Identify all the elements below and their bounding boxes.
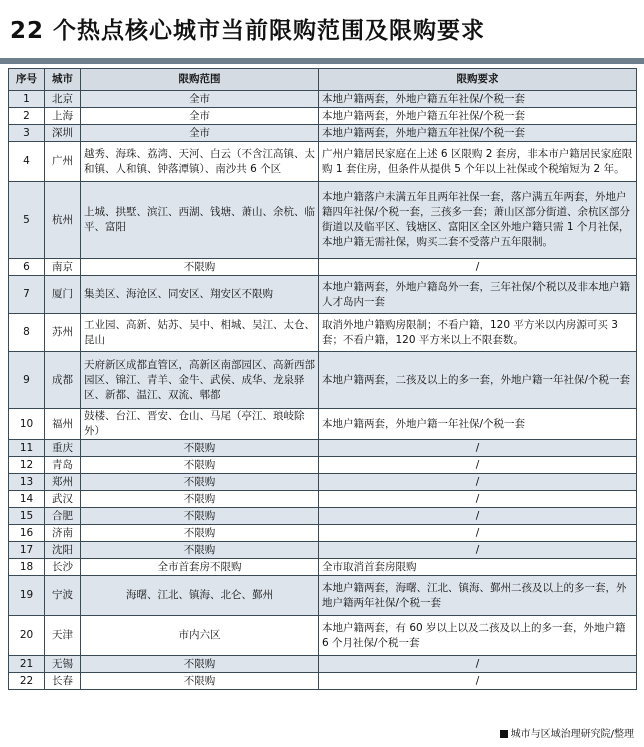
row-requirement: 本地户籍两套，外地户籍五年社保/个税一套 [319, 108, 637, 125]
table-row [9, 125, 637, 142]
row-scope: 不限购 [81, 474, 319, 491]
row-city: 青岛 [45, 457, 81, 474]
row-scope: 不限购 [81, 508, 319, 525]
row-city: 无锡 [45, 656, 81, 673]
table-header-row [9, 69, 637, 91]
source-credit-text: 城市与区域治理研究院/整理 [510, 729, 634, 740]
row-city: 重庆 [45, 440, 81, 457]
row-scope: 不限购 [81, 673, 319, 690]
row-requirement: / [319, 525, 637, 542]
row-number: 13 [9, 474, 45, 491]
row-number: 3 [9, 125, 45, 142]
row-requirement: 本地户籍两套，外地户籍五年社保/个税一套 [319, 125, 637, 142]
table-row [9, 276, 637, 314]
row-scope: 不限购 [81, 259, 319, 276]
row-scope: 市内六区 [81, 616, 319, 656]
row-city: 宁波 [45, 576, 81, 616]
city-table [8, 68, 636, 690]
row-city: 厦门 [45, 276, 81, 314]
row-scope: 全市 [81, 91, 319, 108]
table-row [9, 314, 637, 352]
row-city: 苏州 [45, 314, 81, 352]
table-row [9, 525, 637, 542]
row-number: 18 [9, 559, 45, 576]
row-city: 福州 [45, 409, 81, 440]
row-number: 20 [9, 616, 45, 656]
row-city: 沈阳 [45, 542, 81, 559]
row-city: 北京 [45, 91, 81, 108]
row-number: 10 [9, 409, 45, 440]
row-scope: 不限购 [81, 525, 319, 542]
row-requirement: / [319, 508, 637, 525]
row-city: 成都 [45, 352, 81, 409]
row-requirement: / [319, 542, 637, 559]
row-requirement: / [319, 259, 637, 276]
row-number: 21 [9, 656, 45, 673]
row-city: 南京 [45, 259, 81, 276]
table-row [9, 576, 637, 616]
table-row [9, 142, 637, 182]
row-scope: 不限购 [81, 457, 319, 474]
row-requirement: 本地户籍两套，外地户籍一年社保/个税一套 [319, 409, 637, 440]
page-title: 22 个热点核心城市当前限购范围及限购要求 [10, 18, 486, 44]
table-row [9, 352, 637, 409]
table-row [9, 508, 637, 525]
row-requirement: 本地户籍两套，外地户籍五年社保/个税一套 [319, 91, 637, 108]
table-row [9, 559, 637, 576]
row-requirement: 本地户籍两套，有 60 岁以上以及二孩及以上的多一套，外地户籍 6 个月社保/个税一套 [319, 616, 637, 656]
row-requirement: 本地户籍两套，二孩及以上的多一套，外地户籍一年社保/个税一套 [319, 352, 637, 409]
row-scope: 天府新区成都直管区，高新区南部园区、高新西部园区、锦江、青羊、金牛、武侯、成华、龙泉驿区、新都、温江、双流、郫都 [81, 352, 319, 409]
row-requirement: / [319, 474, 637, 491]
table-row [9, 491, 637, 508]
table-row [9, 673, 637, 690]
row-requirement: 广州户籍居民家庭在上述 6 区限购 2 套房，非本市户籍居民家庭限购 1 套住房，但条件从提供 5 个年以上社保或个税缩短为 2 年。 [319, 142, 637, 182]
row-scope: 不限购 [81, 440, 319, 457]
row-city: 长沙 [45, 559, 81, 576]
table-row [9, 91, 637, 108]
square-icon [500, 730, 508, 738]
row-number: 12 [9, 457, 45, 474]
row-city: 郑州 [45, 474, 81, 491]
row-scope: 全市 [81, 125, 319, 142]
row-city: 上海 [45, 108, 81, 125]
row-number: 1 [9, 91, 45, 108]
row-requirement: / [319, 440, 637, 457]
row-number: 17 [9, 542, 45, 559]
header-requirement: 限购要求 [319, 69, 637, 91]
table-row [9, 409, 637, 440]
row-city: 杭州 [45, 182, 81, 259]
row-scope: 工业园、高新、姑苏、吴中、相城、吴江、太仓、昆山 [81, 314, 319, 352]
row-number: 8 [9, 314, 45, 352]
row-scope: 不限购 [81, 542, 319, 559]
title-divider [0, 58, 644, 64]
row-scope: 不限购 [81, 491, 319, 508]
row-number: 7 [9, 276, 45, 314]
row-number: 14 [9, 491, 45, 508]
row-number: 19 [9, 576, 45, 616]
row-city: 济南 [45, 525, 81, 542]
row-number: 15 [9, 508, 45, 525]
row-scope: 不限购 [81, 656, 319, 673]
row-requirement: / [319, 491, 637, 508]
table-row [9, 616, 637, 656]
row-number: 4 [9, 142, 45, 182]
row-number: 2 [9, 108, 45, 125]
row-scope: 鼓楼、台江、晋安、仓山、马尾（亭江、琅岐除外） [81, 409, 319, 440]
table-row [9, 457, 637, 474]
row-requirement: 本地户籍两套，海曙、江北、镇海、鄞州二孩及以上的多一套，外地户籍两年社保/个税一套 [319, 576, 637, 616]
row-number: 11 [9, 440, 45, 457]
header-no: 序号 [9, 69, 45, 91]
row-city: 合肥 [45, 508, 81, 525]
table-row [9, 259, 637, 276]
row-city: 深圳 [45, 125, 81, 142]
row-city: 长春 [45, 673, 81, 690]
row-number: 6 [9, 259, 45, 276]
row-scope: 集美区、海沧区、同安区、翔安区不限购 [81, 276, 319, 314]
source-credit [500, 725, 634, 740]
row-city: 天津 [45, 616, 81, 656]
row-scope: 全市首套房不限购 [81, 559, 319, 576]
header-scope: 限购范围 [81, 69, 319, 91]
row-city: 广州 [45, 142, 81, 182]
table-row [9, 182, 637, 259]
table-row [9, 108, 637, 125]
row-scope: 上城、拱墅、滨江、西湖、钱塘、萧山、余杭、临平、富阳 [81, 182, 319, 259]
row-scope: 海曙、江北、镇海、北仑、鄞州 [81, 576, 319, 616]
row-city: 武汉 [45, 491, 81, 508]
row-requirement: / [319, 656, 637, 673]
table-row [9, 440, 637, 457]
row-number: 9 [9, 352, 45, 409]
header-city: 城市 [45, 69, 81, 91]
row-requirement: 本地户籍落户未满五年且两年社保一套，落户满五年两套，外地户籍四年社保/个税一套，三孩多一套；萧山区部分街道、余杭区部分街道以及临平区、钱塘区、富阳区全区外地户籍只需 1 个月社保，本地户籍无需社保，购买二套不受落户五年限制。 [319, 182, 637, 259]
row-requirement: 取消外地户籍购房限制；不看户籍，120 平方米以内房源可买 3 套；不看户籍，120 平方米以上不限套数。 [319, 314, 637, 352]
row-number: 5 [9, 182, 45, 259]
row-scope: 越秀、海珠、荔湾、天河、白云（不含江高镇、太和镇、人和镇、钟落潭镇）、南沙共 6 个区 [81, 142, 319, 182]
table-row [9, 542, 637, 559]
table-row [9, 656, 637, 673]
row-requirement: / [319, 457, 637, 474]
table-row [9, 474, 637, 491]
row-number: 22 [9, 673, 45, 690]
row-number: 16 [9, 525, 45, 542]
row-scope: 全市 [81, 108, 319, 125]
row-requirement: 本地户籍两套，外地户籍岛外一套，三年社保/个税以及非本地户籍人才岛内一套 [319, 276, 637, 314]
row-requirement: / [319, 673, 637, 690]
row-requirement: 全市取消首套房限购 [319, 559, 637, 576]
